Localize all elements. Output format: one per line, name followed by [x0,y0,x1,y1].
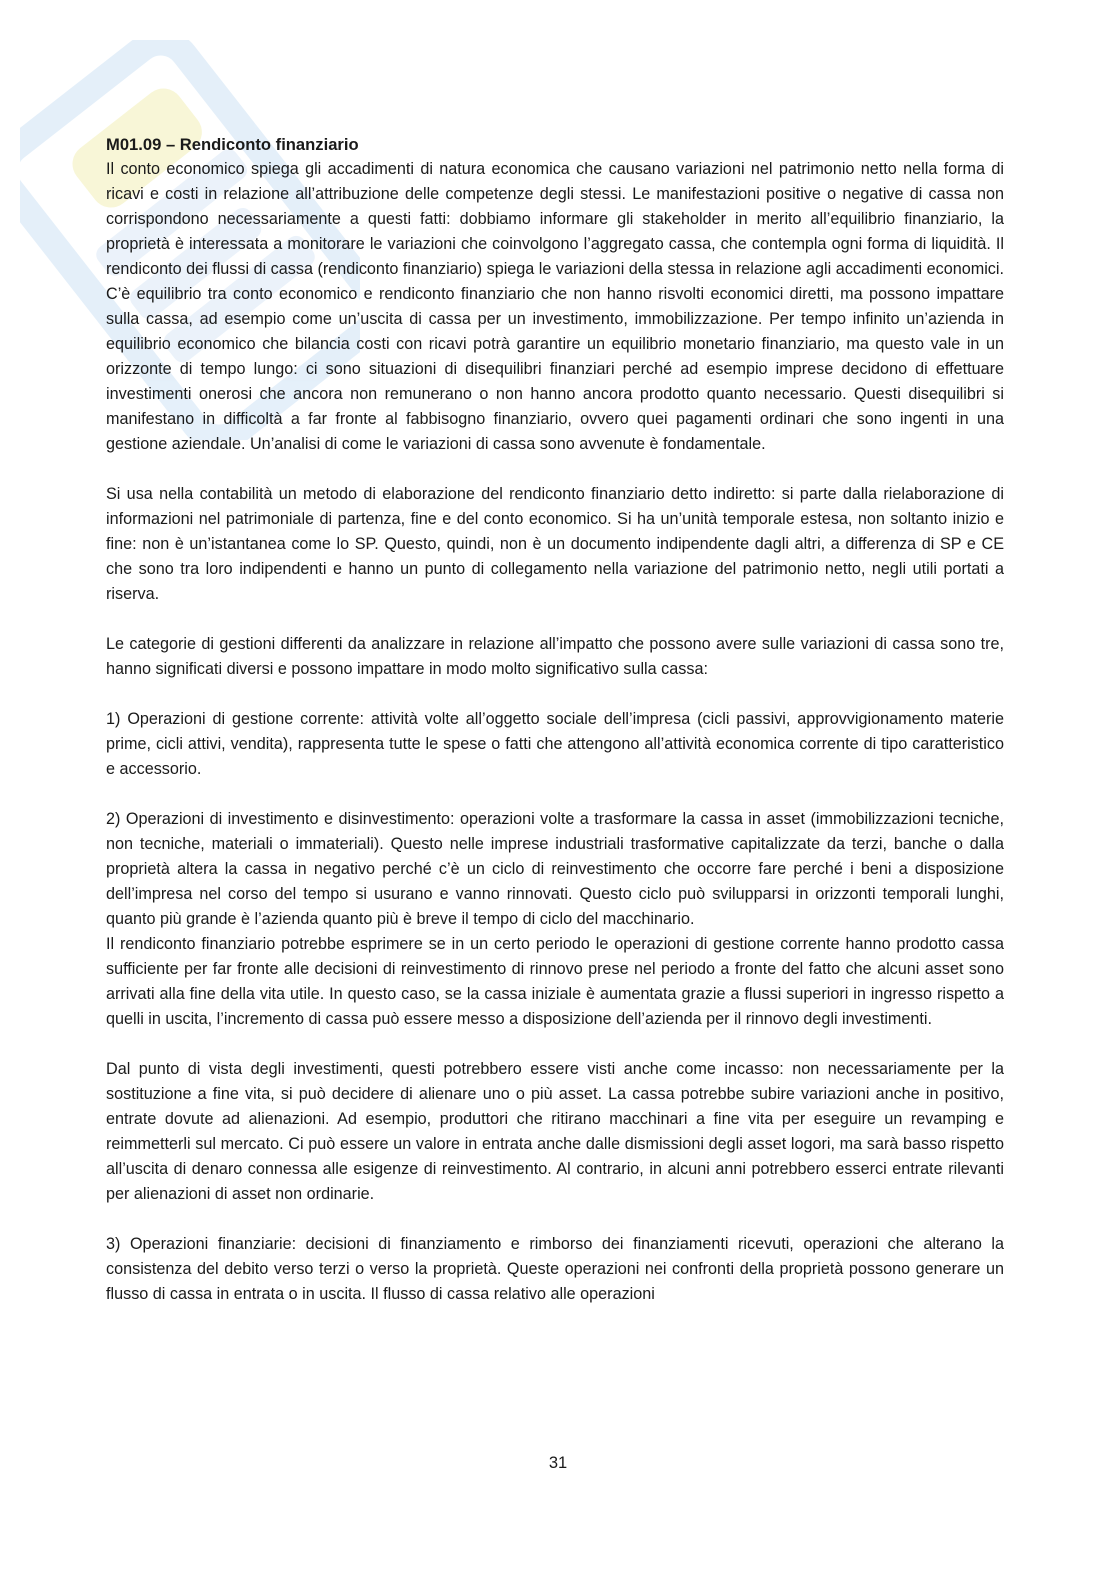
section-heading: M01.09 – Rendiconto finanziario [106,135,359,154]
document-body [106,132,1004,1307]
list-item: 3) Operazioni finanziarie: decisioni di finanziamento e rimborso dei finanziamenti ricevuti, operazioni che alterano la consistenza del debito verso terzi o verso la proprietà. Queste operazioni nei confronti della proprietà possono generare un flusso di cassa in entrata o in uscita. Il flusso di cassa relativo alle operazioni [106,1235,1004,1303]
list-item: 2) Operazioni di investimento e disinvestimento: operazioni volte a trasformare la cassa in asset (immobilizzazioni tecniche, non tecniche, materiali o immateriali). Questo nelle imprese industriali trasformative capitalizzate da terzi, banche o dalla proprietà altera la cassa in negativo perché c’è un ciclo di reinvestimento che occorre fare perché i beni a disposizione dell’impresa nel corso del tempo si usurano e vanno rinnovati. Questo ciclo può svilupparsi in orizzonti temporali lunghi, quanto più grande è l’azienda quanto più è breve il tempo di ciclo del macchinario. [106,810,1004,928]
paragraph: Dal punto di vista degli investimenti, questi potrebbero essere visti anche come incasso: non necessariamente per la sostituzione a fine vita, si può decidere di alienare uno o più asset. La cassa potrebbe subire variazioni anche in positivo, entrate dovute ad alienazioni. Ad esempio, produttori che ritirano macchinari a fine vita per eseguire un revamping e reimmetterli sul mercato. Ci può essere un valore in entrata anche dalle dismissioni degli asset logori, ma sarà basso rispetto all’uscita di denaro connessa alle esigenze di reinvestimento. Al contrario, in alcuni anni potrebbero esserci entrate rilevanti per alienazioni di asset non ordinarie. [106,1060,1004,1203]
paragraph: Il conto economico spiega gli accadimenti di natura economica che causano variazioni nel patrimonio netto nella forma di ricavi e costi in relazione all’attribuzione delle competenze degli stessi. Le manifestazioni positive o negative di cassa non corrispondono necessariamente a questi fatti: dobbiamo informare gli stakeholder in merito all’equilibrio finanziario, la proprietà è interessata a monitorare le variazioni che coinvolgono l’aggregato cassa, che contempla ogni forma di liquidità. Il rendiconto dei flussi di cassa (rendiconto finanziario) spiega le variazioni della stessa in relazione agli accadimenti economici. C’è equilibrio tra conto economico e rendiconto finanziario che non hanno risvolti economici diretti, ma possono impattare sulla cassa, ad esempio come un’uscita di cassa per un investimento, immobilizzazione. Per tempo infinito un’azienda in equilibrio economico che bilancia costi con ricavi potrà garantire un equilibrio monetario finanziario, ma questo vale in un orizzonte di tempo lungo: ci sono situazioni di disequilibri finanziari perché ad esempio imprese decidono di effettuare investimenti onerosi che ancora non remunerano o non hanno ancora prodotto quanto necessario. Questi disequilibri si manifestano in difficoltà a far fronte al fabbisogno finanziario, ovvero quei pagamenti ordinari che sono ingenti in una gestione aziendale. Un’analisi di come le variazioni di cassa sono avvenute è fondamentale. [106,160,1004,453]
page-number: 31 [548,1454,568,1472]
paragraph: Si usa nella contabilità un metodo di elaborazione del rendiconto finanziario detto indiretto: si parte dalla rielaborazione di informazioni nel patrimoniale di partenza, fine e del conto economico. Si ha un’unità temporale estesa, non soltanto inizio e fine: non è un’istantanea come lo SP. Questo, quindi, non è un documento indipendente dagli altri, a differenza di SP e CE che sono tra loro indipendenti e hanno un punto di collegamento nella variazione del patrimonio netto, negli utili portati a riserva. [106,485,1004,603]
paragraph: Le categorie di gestioni differenti da analizzare in relazione all’impatto che possono avere sulle variazioni di cassa sono tre, hanno significati diversi e possono impattare in modo molto significativo sulla cassa: [106,635,1004,678]
list-item: 1) Operazioni di gestione corrente: attività volte all’oggetto sociale dell’impresa (cicli passivi, approvvigionamento materie prime, cicli attivi, vendita), rappresenta tutte le spese o fatti che attengono all’attività economica corrente di tipo caratteristico e accessorio. [106,710,1004,778]
paragraph: Il rendiconto finanziario potrebbe esprimere se in un certo periodo le operazioni di gestione corrente hanno prodotto cassa sufficiente per far fronte alle decisioni di reinvestimento di rinnovo prese nel periodo a fronte del fatto che alcuni asset sono arrivati alla fine della vita utile. In questo caso, se la cassa iniziale è aumentata grazie a flussi superiori in ingresso rispetto a quelli in uscita, l’incremento di cassa può essere messo a disposizione dell’azienda per il rinnovo degli investimenti. [106,935,1004,1028]
